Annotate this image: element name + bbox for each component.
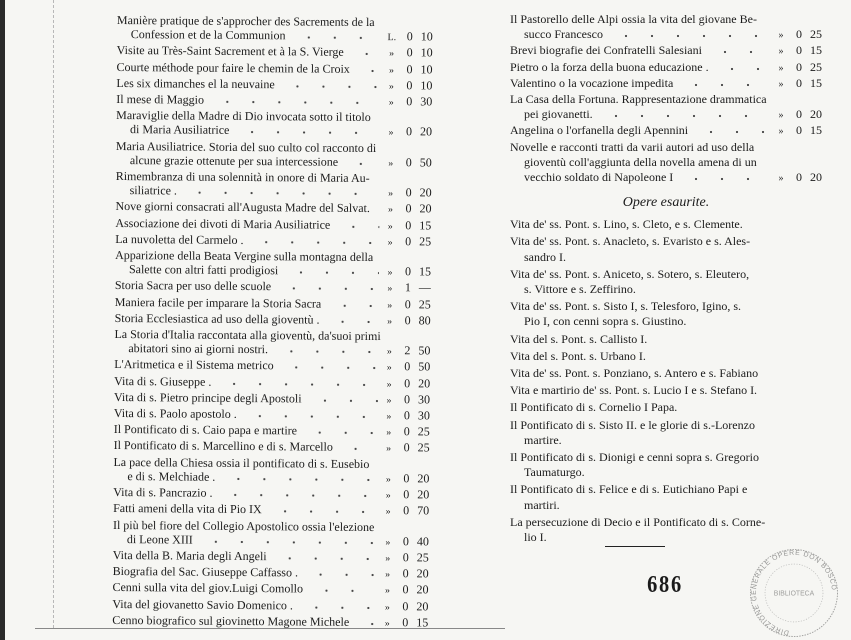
price-lire: 0: [403, 392, 411, 407]
currency-mark: »: [778, 110, 784, 122]
currency-mark: »: [388, 127, 394, 139]
entry-line: [510, 60, 822, 76]
entry-line: [510, 433, 822, 448]
right-page-price-list: [510, 12, 822, 186]
price-cents: 20: [416, 566, 429, 581]
price-cents: 20: [416, 582, 429, 597]
entry-line: [510, 400, 822, 415]
dot-leader: [337, 442, 378, 451]
currency-mark: »: [385, 553, 391, 565]
list-item: [510, 383, 822, 398]
dot-leader: [713, 62, 770, 71]
price-lire: 0: [403, 408, 410, 423]
price-cents: 10: [420, 61, 433, 77]
price-lire: 0: [402, 550, 409, 565]
entry-title-text: Manière pratique de s'approcher des Sacrements de la: [116, 13, 375, 30]
entry-line: [510, 140, 822, 155]
entry-title-text: sandro I.: [524, 249, 566, 264]
entry-title-text: Taumaturgo.: [524, 465, 585, 480]
price-lire: 0: [406, 61, 413, 76]
currency-mark: »: [388, 97, 394, 109]
entry-title-text: Valentino o la vocazione impedita: [510, 75, 674, 90]
price-cents: 20: [416, 598, 429, 613]
list-item: [114, 327, 430, 360]
price-cents: 20: [810, 107, 822, 122]
price-cents: 25: [417, 440, 430, 455]
dot-leader: [706, 45, 770, 54]
entry-title-text: Pio I, con cenni sopra s. Giustino.: [524, 314, 687, 329]
entry-title-text: Rimembranza di una solennità in onore di Maria Au-: [115, 169, 370, 186]
list-item: [510, 60, 822, 76]
currency-mark: »: [386, 362, 392, 374]
left-page-price-list: [112, 13, 433, 631]
entry-title-text: Il mese di Maggio: [116, 92, 205, 107]
entry-line: [510, 267, 822, 282]
list-item: [510, 12, 822, 43]
dot-leader: [342, 157, 380, 166]
currency-mark: »: [778, 46, 784, 58]
entry-title-text: L'Aritmetica e il Sistema metrico: [114, 357, 274, 373]
entry-title-text: Vita di s. Pietro principe degli Apostoli: [113, 389, 302, 406]
list-item: [510, 332, 822, 347]
dot-leader: [307, 584, 377, 594]
entry-title-text: Associazione dei divoti di Maria Ausiliatrice: [115, 215, 331, 232]
entry-line: [510, 123, 822, 139]
entry-title-text: siliatrice .: [129, 183, 177, 198]
entry-line: [510, 43, 822, 59]
price-cents: 25: [417, 424, 430, 439]
page-number: 686: [647, 572, 683, 598]
entry-title-text: alcune grazie ottenute per sua intercessione: [129, 152, 339, 169]
dot-leader: [181, 186, 380, 197]
price-lire: 0: [796, 75, 802, 90]
entry-title-text: Novelle e racconti tratti da varii autori ad uso della: [510, 139, 755, 154]
currency-mark: »: [384, 601, 390, 613]
price-cents: 50: [419, 155, 432, 170]
price-cents: 15: [810, 43, 822, 58]
price-cents: 15: [810, 123, 822, 138]
dot-leader: [271, 551, 377, 561]
dot-leader: [233, 125, 380, 135]
dot-leader: [597, 109, 770, 118]
price-lire: 0: [405, 217, 412, 232]
entry-line: [510, 314, 822, 329]
entry-title-text: Il più bel fiore del Collegio Apostolico ossia l'elezione: [112, 517, 375, 534]
list-item: [510, 76, 822, 92]
dot-leader: [354, 63, 381, 72]
library-stamp: [748, 548, 840, 638]
currency-mark: »: [778, 78, 784, 90]
entry-title-text: Les six dimanches el la neuvaine: [116, 75, 275, 92]
price-lire: 0: [405, 201, 412, 216]
entry-title-text: Il Pontificato di s. Sisto II. e le glorie di s.-Lorenzo: [510, 417, 755, 432]
entry-line: [510, 107, 822, 123]
entry-title-text: Nove giorni consacrati all'Augusta Madre del Salvat.: [115, 199, 370, 216]
entry-line: [510, 332, 822, 347]
entry-title-text: Apparizione della Beata Vergine sulla montagna della: [115, 248, 374, 265]
list-item: [510, 418, 822, 448]
entry-title-text: La pace della Chiesa ossia il pontificato di s. Eusebio: [113, 454, 370, 471]
currency-mark: »: [387, 236, 393, 249]
currency-mark: »: [385, 474, 391, 486]
separator-rule: [605, 546, 665, 547]
dot-leader: [279, 79, 381, 89]
entry-title-text: Il Pontificato di s. Felice e di s. Eutichiano Papi e: [510, 482, 748, 497]
entry-title-text: Vita del s. Pont. s. Callisto I.: [510, 331, 648, 346]
price-cents: 30: [417, 392, 431, 407]
entry-line: [510, 515, 822, 530]
entry-title-text: Il Pontificato di s. Caio papa e martire: [113, 422, 298, 438]
entry-title-text: di Maria Ausiliatrice: [130, 122, 230, 138]
list-item: [117, 13, 433, 46]
entry-title-text: Vita di s. Paolo apostolo .: [113, 406, 237, 422]
entry-title-text: di Leone XIII: [126, 531, 193, 547]
entry-line: [510, 92, 822, 107]
list-item: [510, 92, 822, 123]
entry-title-text: Vita della B. Maria degli Angeli: [112, 547, 267, 564]
price-lire: 0: [402, 566, 409, 581]
entry-line: [510, 349, 822, 364]
price-cents: 40: [416, 534, 429, 549]
entry-title-text: Vita de' ss. Pont. s. Aniceto, s. Sotero, s. Eleutero,: [510, 266, 750, 281]
currency-mark: »: [386, 378, 392, 390]
stamp-ring-text: DIREZIONE GENERALE OPERE DON BOSCO: [750, 549, 838, 636]
currency-mark: »: [389, 48, 395, 60]
entry-title-text: La persecuzione di Decio e il Pontificato di s. Corne-: [510, 514, 766, 529]
price-cents: 20: [417, 487, 430, 502]
price-cents: 15: [419, 218, 432, 233]
price-cents: 20: [418, 376, 431, 391]
currency-mark: »: [385, 536, 391, 548]
currency-mark: »: [384, 585, 391, 597]
entry-line: [510, 482, 822, 497]
price-lire: 0: [406, 45, 413, 60]
entry-title-text: La nuvoletta del Carmelo .: [115, 231, 244, 247]
list-item: [510, 450, 822, 480]
dot-leader: [289, 31, 380, 41]
entry-title-text: Vita di s. Giuseppe .: [114, 373, 212, 389]
price-cents: 10: [420, 45, 433, 60]
entry-title-text: s. Vittore e s. Zeffirino.: [524, 282, 636, 297]
price-cents: 30: [420, 94, 433, 109]
scan-dark-edge: [0, 0, 5, 640]
price-cents: 70: [417, 503, 430, 518]
dot-leader: [677, 78, 770, 87]
price-lire: 0: [796, 123, 802, 138]
price-cents: 10: [420, 29, 433, 44]
entry-line: [510, 366, 822, 381]
entry-title-text: Il Pontificato di s. Dionigi e cenni sopra s. Gregorio: [510, 450, 759, 465]
price-lire: 0: [405, 155, 412, 170]
currency-mark: »: [385, 490, 391, 502]
entry-title-text: Storia Ecclesiastica ad uso della gioventù .: [114, 310, 320, 327]
price-lire: 0: [402, 582, 409, 597]
price-lire: 2: [404, 343, 411, 358]
currency-mark: »: [384, 617, 390, 629]
entry-line: [510, 170, 822, 186]
currency-mark: »: [387, 220, 393, 232]
entry-title-text: Vita de' ss. Pont. s. Sisto I, s. Telesforo, Igino, s.: [510, 299, 742, 314]
list-item: [510, 400, 822, 415]
entry-title-text: La Casa della Fortuna. Rappresentazione drammatica: [510, 92, 767, 107]
entry-title-text: e di s. Melchiade .: [127, 468, 216, 484]
entry-line: [510, 12, 822, 27]
list-item: [510, 366, 822, 381]
dot-leader: [197, 534, 377, 544]
entry-title-text: Biografia del Sac. Giuseppe Caffasso .: [112, 564, 299, 580]
price-lire: 0: [406, 94, 413, 109]
dot-leader: [208, 95, 380, 105]
price-cents: 15: [416, 615, 429, 630]
entry-title-text: Cenno biografico sul giovinetto Magone Michele: [112, 612, 350, 629]
list-item: [116, 108, 432, 141]
dot-leader: [301, 426, 378, 436]
price-lire: 0: [796, 59, 802, 74]
entry-title-text: Vita di s. Pancrazio .: [113, 485, 213, 500]
entry-title-text: Storia Sacra per uso delle scuole: [114, 278, 272, 294]
dot-leader: [247, 235, 379, 245]
entry-line: [510, 234, 822, 249]
dot-leader: [278, 361, 379, 371]
dot-leader: [324, 314, 379, 323]
entry-line: [510, 498, 822, 513]
price-lire: 0: [404, 313, 411, 328]
currency-mark: »: [387, 315, 393, 328]
dot-leader: [216, 488, 377, 498]
entry-line: [510, 465, 822, 480]
entry-line: [510, 27, 822, 43]
price-cents: 20: [810, 170, 822, 185]
dot-leader: [353, 617, 376, 626]
currency-mark: L.: [387, 32, 397, 44]
entry-line: [510, 450, 822, 465]
page-fold-line: [53, 0, 54, 628]
price-lire: 0: [406, 124, 413, 139]
dot-leader: [334, 219, 379, 228]
entry-line: [510, 383, 822, 398]
entry-title-text: Vita del giovanetto Savio Domenico .: [112, 596, 293, 612]
entry-title-text: lio I.: [524, 530, 547, 545]
entry-title-text: gioventù coll'aggiunta della novella amena di un: [524, 154, 757, 169]
currency-mark: »: [388, 188, 394, 200]
currency-mark: »: [387, 204, 394, 216]
entry-line: [510, 530, 822, 545]
entry-title-text: Il Pastorello delle Alpi ossia la vita del giovane Be-: [510, 12, 757, 26]
price-lire: 0: [403, 424, 410, 439]
entry-title-text: Confession et de la Communion: [130, 27, 286, 43]
entry-title-text: Vita de' ss. Pont. s. Ponziano, s. Antero e s. Fabiano: [510, 366, 759, 381]
price-cents: 15: [810, 75, 822, 90]
dot-leader: [219, 472, 377, 482]
dot-leader: [677, 172, 770, 181]
list-item: [510, 234, 822, 264]
price-cents: 25: [810, 59, 822, 74]
entry-title-text: La Storia d'Italia raccontata alla gioventù, da'suoi primi: [114, 327, 381, 344]
price-cents: 15: [418, 264, 432, 279]
dot-leader: [325, 298, 379, 307]
currency-mark: »: [387, 283, 393, 295]
price-lire: 0: [796, 107, 802, 122]
price-cents: 50: [418, 359, 431, 374]
list-item: [510, 267, 822, 297]
exhausted-works-heading: Opere esaurite.: [622, 195, 710, 211]
list-item: [510, 299, 822, 329]
entry-title-text: martiri.: [524, 497, 560, 512]
entry-title-text: Angelina o l'orfanella degli Apennini: [510, 123, 689, 138]
currency-mark: »: [778, 173, 784, 185]
price-cents: 25: [418, 297, 431, 312]
price-cents: 20: [419, 201, 432, 216]
entry-title-text: Pietro o la forza della buona educazione .: [510, 59, 709, 74]
price-lire: 0: [404, 296, 411, 311]
entry-line: [112, 613, 428, 632]
price-lire: 0: [404, 375, 411, 390]
entry-line: [510, 76, 822, 92]
currency-mark: »: [387, 299, 393, 311]
price-lire: 0: [404, 264, 412, 279]
price-cents: 50: [418, 343, 431, 358]
currency-mark: »: [778, 126, 784, 138]
price-lire: 0: [403, 471, 410, 486]
currency-mark: »: [386, 427, 392, 439]
list-item: [510, 123, 822, 139]
price-cents: 30: [417, 408, 430, 423]
list-item: [113, 455, 429, 488]
currency-mark: »: [387, 267, 393, 279]
list-item: [112, 613, 428, 632]
price-lire: 0: [796, 43, 802, 58]
right-page: [510, 12, 822, 547]
price-cents: 10: [420, 78, 433, 93]
entry-line: [510, 299, 822, 314]
entry-title-text: Maria Ausiliatrice. Storia del suo culto col racconto di: [115, 138, 377, 155]
entry-title-text: Vita de' ss. Pont. s. Lino, s. Cleto, e s. Clemente.: [510, 217, 743, 232]
price-lire: 0: [403, 440, 410, 455]
entry-line: [510, 250, 822, 265]
entry-title-text: abitatori sino ai giorni nostri.: [128, 341, 269, 357]
price-lire: 1: [404, 280, 411, 295]
dot-leader: [607, 29, 770, 38]
dot-leader: [215, 376, 378, 386]
price-cents: 25: [416, 550, 429, 565]
currency-mark: »: [388, 157, 394, 170]
currency-mark: »: [385, 569, 391, 581]
currency-mark: »: [778, 30, 784, 42]
entry-line: [510, 282, 822, 297]
dot-leader: [306, 393, 378, 403]
exhausted-works-list: [510, 217, 822, 545]
entry-title-text: martire.: [524, 432, 562, 447]
entry-title-text: Visite au Très-Saint Sacrement et à la S. Vierge: [116, 43, 344, 60]
price-cents: 20: [417, 471, 430, 486]
entry-title-text: Vita del s. Pont. s. Urbano I.: [510, 348, 646, 363]
entry-title-text: Il Pontificato di s. Marcellino e di s. Marcello: [113, 438, 333, 455]
price-lire: 0: [406, 78, 413, 93]
list-item: [116, 169, 432, 202]
dot-leader: [297, 600, 376, 610]
dot-leader: [302, 568, 377, 578]
price-cents: 20: [420, 124, 433, 139]
entry-line: [510, 217, 822, 232]
entry-title-text: succo Francesco: [524, 27, 603, 42]
currency-mark: »: [389, 64, 395, 76]
dot-leader: [266, 504, 377, 514]
dot-leader: [692, 125, 770, 134]
dot-leader: [282, 266, 379, 276]
price-lire: 0: [796, 27, 802, 42]
currency-mark: »: [385, 506, 391, 518]
currency-mark: »: [386, 346, 392, 358]
price-lire: 0: [405, 185, 412, 200]
entry-title-text: Fatti ameni della vita di Pio IX: [113, 501, 262, 517]
list-item: [113, 517, 429, 550]
currency-mark: »: [386, 395, 392, 407]
price-lire: 0: [403, 503, 410, 518]
price-cents: 25: [419, 234, 432, 249]
entry-title-text: Brevi biografie dei Confratelli Salesiani: [510, 43, 702, 58]
dot-leader: [241, 409, 378, 419]
list-item: [510, 515, 822, 545]
entry-title-text: pei giovanetti.: [524, 107, 593, 122]
entry-title-text: Cenni sulla vita del giov.Luigi Comollo: [112, 580, 304, 596]
currency-mark: »: [386, 443, 392, 455]
price-cents: 20: [419, 185, 432, 200]
dot-leader: [275, 282, 379, 292]
price-lire: 0: [405, 234, 412, 249]
list-item: [510, 349, 822, 364]
list-item: [510, 140, 822, 187]
dot-leader: [272, 344, 378, 354]
price-lire: 0: [402, 533, 409, 549]
stamp-center-text: BIBLIOTECA: [773, 590, 815, 598]
currency-mark: »: [386, 411, 392, 423]
price-lire: 0: [402, 614, 409, 630]
price-lire: 0: [403, 487, 410, 502]
price-lire: 0: [796, 170, 802, 185]
price-lire: 0: [402, 598, 409, 613]
dot-leader: [374, 203, 380, 212]
price-cents: —: [418, 280, 431, 295]
entry-title-text: Maraviglie della Madre di Dio invocata sotto il titolo: [116, 108, 371, 125]
dot-leader: [348, 47, 381, 56]
currency-mark: »: [388, 80, 394, 92]
entry-title-text: Salette con altri fatti prodigiosi: [128, 262, 279, 278]
price-cents: 25: [810, 27, 822, 42]
entry-line: [510, 418, 822, 433]
price-lire: 0: [406, 29, 413, 44]
list-item: [510, 482, 822, 512]
price-cents: 80: [418, 313, 431, 328]
currency-mark: »: [778, 62, 784, 74]
price-lire: 0: [404, 359, 411, 374]
list-item: [510, 43, 822, 59]
entry-line: [510, 155, 822, 170]
entry-title-text: Il Pontificato di s. Cornelio I Papa.: [510, 400, 678, 415]
entry-title-text: Vita de' ss. Pont. s. Anacleto, s. Evaristo e s. Ales-: [510, 234, 751, 249]
entry-title-text: Vita e martirio de' ss. Pont. s. Lucio I e s. Stefano I.: [510, 383, 758, 398]
entry-title-text: Maniera facile per imparare la Storia Sacra: [114, 294, 322, 311]
list-item: [116, 139, 432, 172]
entry-title-text: vecchio soldato di Napoleone I: [524, 170, 674, 185]
list-item: [115, 248, 431, 281]
list-item: [510, 217, 822, 232]
entry-title-text: Courte méthode pour faire le chemin de la Croix: [116, 59, 350, 76]
